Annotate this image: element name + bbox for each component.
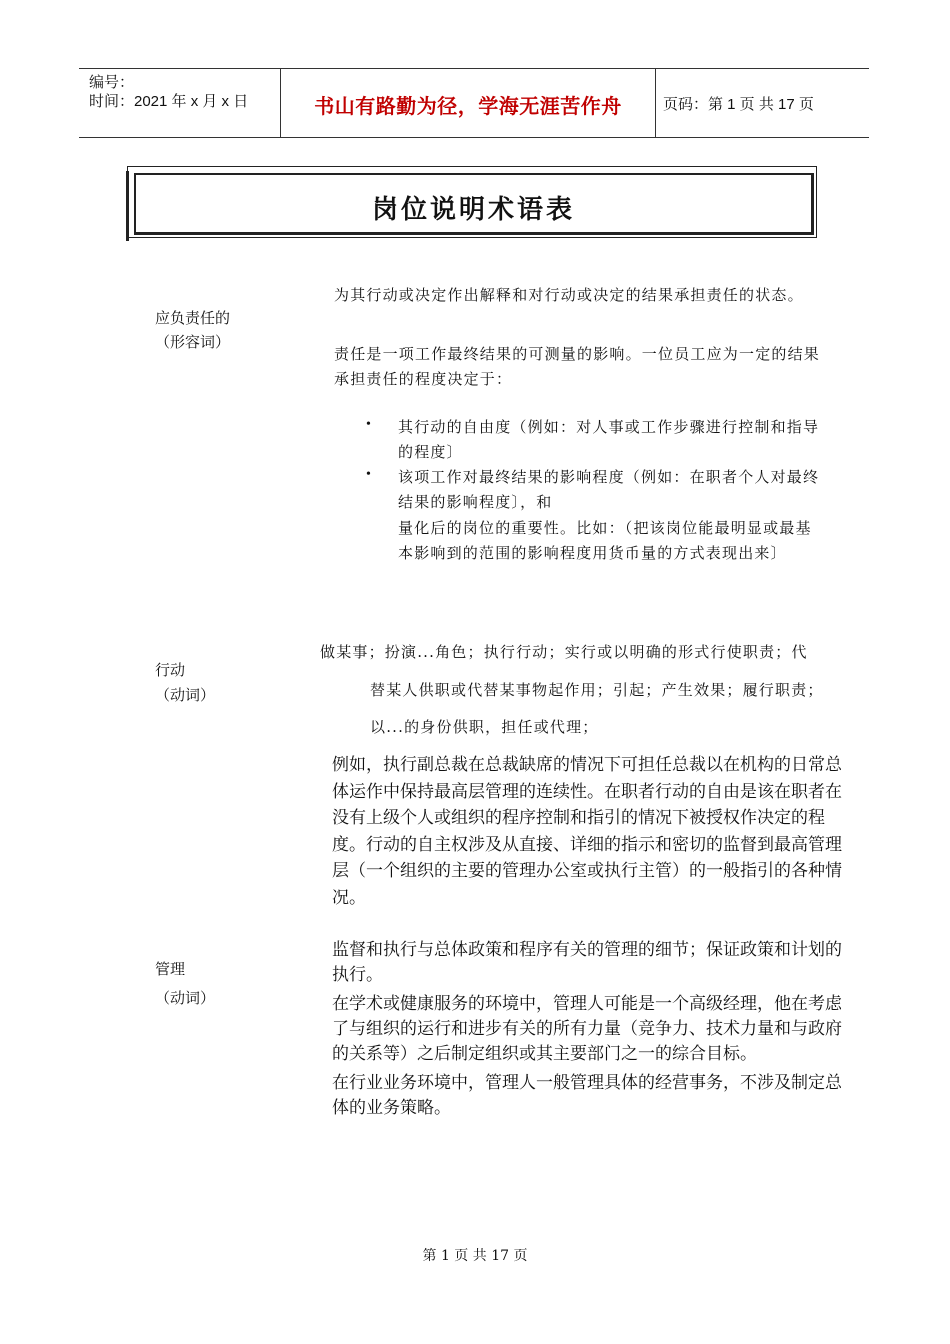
management-line: 监督和执行与总体政策和程序有关的管理的细节；保证政策和计划的 <box>332 940 842 959</box>
term-pos: （动词） <box>155 989 216 1007</box>
bullet-text: 结果的影响程度〕，和 <box>398 493 553 511</box>
definition-text: 承担责任的程度决定于： <box>334 370 513 388</box>
management-line: 在学术或健康服务的环境中，管理人可能是一个高级经理，他在考虑 <box>332 994 842 1013</box>
management-line: 的关系等）之后制定组织或其主要部门之一的综合目标。 <box>332 1044 757 1063</box>
definition-text: 责任是一项工作最终结果的可测量的影响。一位员工应为一定的结果 <box>334 345 821 363</box>
bullet-dot: • <box>366 417 371 432</box>
title-box-inner <box>134 173 814 235</box>
bullet-text: 其行动的自由度（例如：对人事或工作步骤进行控制和指导 <box>398 418 820 436</box>
example-paragraph <box>332 752 877 911</box>
time-label: 时间：2021 年 x 月 x 日 <box>89 93 249 110</box>
header-page-cell <box>655 69 869 137</box>
example-line: 层（一个组织的主要的管理办公室或执行主管）的一般指引的各种情 <box>332 861 842 880</box>
management-paragraph-a <box>332 937 877 987</box>
page-title: 岗位说明术语表 <box>371 195 575 225</box>
definition-text: 为其行动或决定作出解释和对行动或决定的结果承担责任的状态。 <box>334 286 804 304</box>
bullet-dot: • <box>366 467 371 482</box>
management-line: 了与组织的运行和进步有关的所有力量（竞争力、技术力量和与政府 <box>332 1019 842 1038</box>
document-header <box>79 68 869 138</box>
example-line: 没有上级个人或组织的程序控制和指引的情况下被授权作决定的程 <box>332 808 825 827</box>
term-name: 应负责任的 <box>155 309 231 327</box>
term-name: 管理 <box>155 960 186 978</box>
example-line: 况。 <box>332 887 366 907</box>
bullet-text: 量化后的岗位的重要性。比如：（把该岗位能最明显或最基 <box>398 519 812 537</box>
definition-text: 做某事；扮演...角色；执行行动；实行或以明确的形式行使职责；代 <box>320 643 808 661</box>
definition-text: 以...的身份供职，担任或代理； <box>370 718 599 736</box>
example-line: 度。行动的自主权涉及从直接、详细的指示和密切的监督到最高管理 <box>332 834 842 854</box>
bullet-text: 的程度〕 <box>398 443 463 461</box>
example-line: 体运作中保持最高层管理的连续性。在职者行动的自由是该在职者在 <box>332 781 842 801</box>
term-pos: （动词） <box>155 686 216 704</box>
page-label: 页码：第 1 页 共 17 页 <box>663 96 814 113</box>
term-pos: （形容词） <box>155 333 231 351</box>
management-line: 执行。 <box>332 965 383 984</box>
motto-text: 书山有路勤为径，学海无涯苦作舟 <box>314 96 622 118</box>
bullet-text: 本影响到的范围的影响程度用货币量的方式表现出来〕 <box>398 544 787 562</box>
title-box-shadow <box>126 171 129 241</box>
definition-text: 替某人供职或代替某事物起作用；引起；产生效果；履行职责； <box>370 681 824 699</box>
management-line: 在行业业务环境中，管理人一般管理具体的经营事务，不涉及制定总 <box>332 1073 842 1092</box>
bullet-text: 该项工作对最终结果的影响程度（例如：在职者个人对最终 <box>398 468 820 486</box>
page-footer: 第 1 页 共 17 页 <box>422 1248 528 1264</box>
number-label: 编号： <box>89 74 135 91</box>
management-paragraph-b <box>332 991 877 1066</box>
header-motto-cell <box>280 69 656 137</box>
management-paragraph-c <box>332 1070 877 1120</box>
header-info-cell <box>79 69 280 137</box>
example-line: 例如，执行副总裁在总裁缺席的情况下可担任总裁以在机构的日常总 <box>332 755 842 774</box>
management-line: 体的业务策略。 <box>332 1098 451 1117</box>
term-name: 行动 <box>155 661 186 679</box>
title-box <box>127 166 817 238</box>
